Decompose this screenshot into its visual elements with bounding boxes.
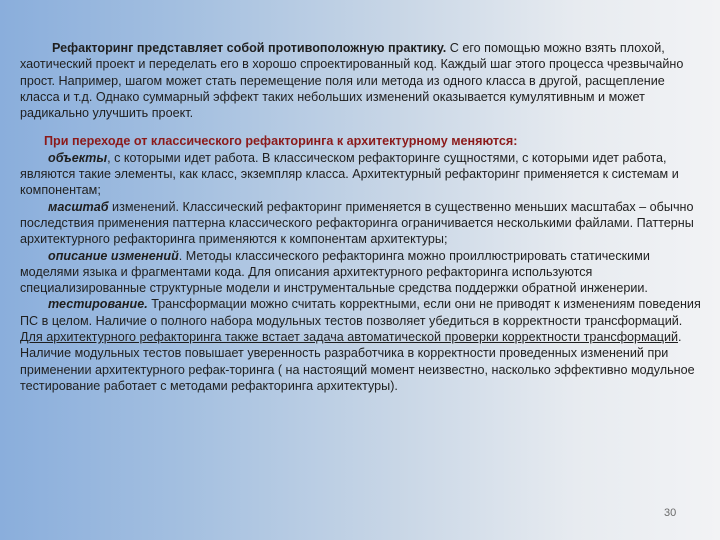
intro-paragraph bbox=[20, 40, 702, 121]
item-term-scale: масштаб bbox=[48, 199, 109, 214]
page-number: 30 bbox=[664, 507, 677, 519]
item-term-testing: тестирование. bbox=[48, 297, 148, 312]
intro-rest: С его помощью можно взять плохой, хаотический проект и переделать его в хорошо спроектированный код. Каждый шаг этого процесса чрезвычайно прост. Например, шагом может стать перемещение поля или метода из одного класса в другой, расщепление класса и т.д. Однако суммарный эффект таких небольших изменений оказывается кумулятивным и может радикально улучшить проект. bbox=[20, 41, 684, 121]
item-text-objects: , с которыми идет работа. В классическом рефакторинге сущностями, с которыми идет работа, являются такие элементы, как класс, экземпляр класса. Архитектурный рефакторинг применяется к системам и компонентам; bbox=[20, 150, 679, 198]
item-text-testing-after: . Наличие модульных тестов повышает уверенность разработчика в корректности проведенных изменений при применении архитектурного рефак-торинга ( на настоящий момент неизвестно, насколько эффективно модульное тестирование работает с методами рефакторинга архитектуры). bbox=[20, 330, 695, 393]
section-heading: При переходе от классического рефакторинга к архитектурному меняются: bbox=[44, 134, 518, 149]
paragraph-gap bbox=[20, 121, 702, 133]
item-objects bbox=[20, 150, 702, 199]
slide-text bbox=[20, 40, 702, 394]
item-text-testing-before: Трансформации можно считать корректными, если они не приводят к изменениям поведения ПС в целом. Наличие о полного набора модульных тестов позволяет убедиться в корректности трансформаций. bbox=[20, 297, 701, 328]
item-text-description: . Методы классического рефакторинга можно проиллюстрировать статическими моделями языка и фрагментами кода. Для описания архитектурного рефакторинга используются специализированные структурные модели и инструментальные средства поддержки обратной инженерии. bbox=[20, 248, 650, 296]
item-text-scale: изменений. Классический рефакторинг применяется в существенно меньших масштабах – обычно последствия применения паттерна классического рефакторинга ограничивается несколькими файлами. Паттерны архитектурного рефакторинга применяются к компонентам архитектуры; bbox=[20, 199, 694, 247]
item-description bbox=[20, 248, 702, 297]
item-term-objects: объекты bbox=[48, 150, 108, 165]
item-scale bbox=[20, 199, 702, 248]
item-testing bbox=[20, 296, 702, 394]
item-term-description: описание изменений bbox=[48, 248, 179, 263]
item-text-testing-underlined: Для архитектурного рефакторинга также встает задача автоматической проверки корректности трансформаций bbox=[20, 330, 679, 345]
intro-lead: Рефакторинг представляет собой противоположную практику. bbox=[52, 41, 447, 55]
